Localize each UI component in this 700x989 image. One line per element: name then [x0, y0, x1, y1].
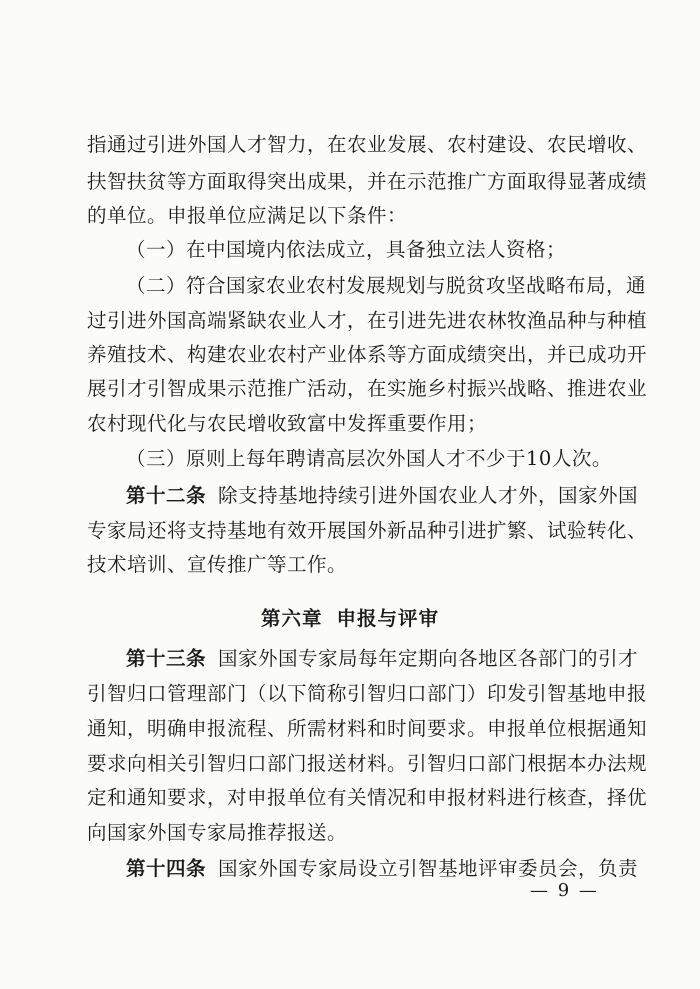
chapter-title: 申报与评审	[336, 607, 440, 630]
body-line: 养殖技术、构建农业农村产业体系等方面成绩突出，并已成功开	[87, 343, 648, 366]
chapter-heading	[0, 603, 700, 631]
body-line: 展引才引智成果示范推广活动，在实施乡村振兴战略、推进农业	[87, 377, 648, 400]
body-line: 定和通知要求，对申报单位有关情况和申报材料进行核查，择优	[87, 786, 648, 809]
article-13-first-line	[126, 647, 639, 670]
article-12-first-line	[126, 484, 639, 507]
body-line: 的单位。申报单位应满足以下条件：	[87, 204, 408, 227]
body-line: 引智归口管理部门（以下简称引智归口部门）印发引智基地申报	[87, 682, 648, 705]
body-line: 扶智扶贫等方面取得突出成果，并在示范推广方面取得显著成绩	[87, 170, 648, 193]
body-line: 要求向相关引智归口部门报送材料。引智归口部门根据本办法规	[87, 752, 648, 775]
article-12-label: 第十二条	[126, 484, 207, 507]
list-item-3: （三）原则上每年聘请高层次外国人才不少于10人次。	[126, 447, 612, 470]
article-13-label: 第十三条	[126, 647, 207, 670]
body-line: 向国家外国专家局推荐报送。	[87, 821, 348, 844]
chapter-number: 第六章	[260, 607, 323, 630]
body-line: 农村现代化与农民增收致富中发挥重要作用；	[87, 412, 488, 435]
article-14-label: 第十四条	[126, 857, 207, 880]
article-14-first-line	[126, 857, 639, 880]
body-line: 技术培训、宣传推广等工作。	[87, 553, 348, 576]
body-line: 专家局还将支持基地有效开展国外新品种引进扩繁、试验转化、	[87, 519, 648, 542]
body-line: 指通过引进外国人才智力，在农业发展、农村建设、农民增收、	[87, 133, 648, 156]
article-13-text: 国家外国专家局每年定期向各地区各部门的引才	[218, 647, 639, 670]
article-14-text: 国家外国专家局设立引智基地评审委员会，负责	[218, 857, 639, 880]
body-line: 过引进外国高端紧缺农业人才，在引进先进农林牧渔品种与种植	[87, 309, 648, 332]
list-item-2: （二）符合国家农业农村发展规划与脱贫攻坚战略布局，通	[126, 274, 647, 297]
article-12-text: 除支持基地持续引进外国农业人才外，国家外国	[218, 484, 639, 507]
page-number: — 9 —	[530, 880, 599, 901]
list-item-1: （一）在中国境内依法成立，具备独立法人资格；	[126, 238, 567, 261]
body-line: 通知，明确申报流程、所需材料和时间要求。申报单位根据通知	[87, 717, 648, 740]
